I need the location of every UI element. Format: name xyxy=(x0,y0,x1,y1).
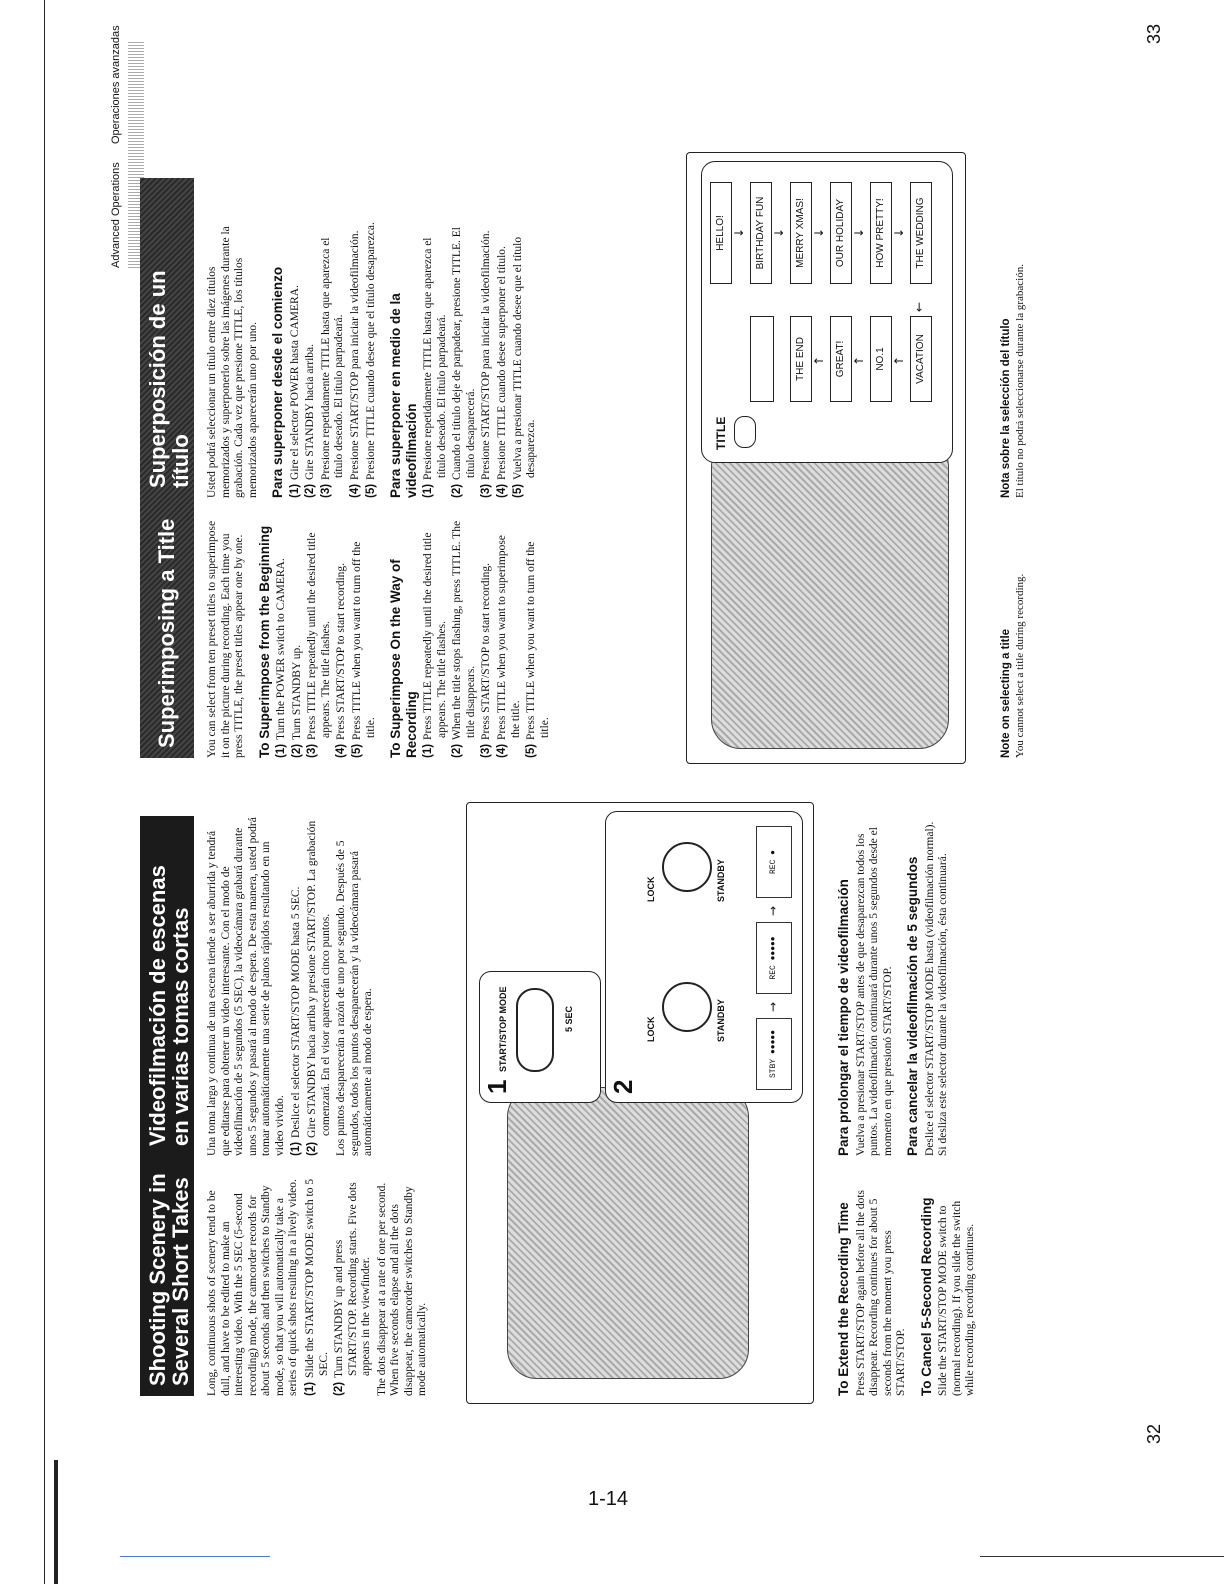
lock-label-2: LOCK xyxy=(646,876,656,902)
step-text: Presione START/STOP para iniciar la videofilmación. xyxy=(480,230,493,480)
step-text: Gire el selector POWER hasta CAMERA. xyxy=(288,285,301,480)
left-es-title-line2: en varias tomas cortas xyxy=(168,907,194,1146)
left-en-column xyxy=(206,1174,433,1396)
right-es-title xyxy=(140,178,194,498)
right-en-intro: You can select from ten preset titles to superimpose it on the picture during recording. Each time you press TITLE, the preset titles appear one by one. xyxy=(206,520,246,758)
right-es-way-step-2 xyxy=(451,218,478,498)
left-en-h-cancel: To Cancel 5-Second Recording xyxy=(918,1197,934,1396)
standby-label-2: STANDBY xyxy=(716,859,726,902)
arrow-down-icon: ↓ xyxy=(892,227,906,238)
switch-position-label: 5 SEC xyxy=(564,1005,574,1032)
step-number: (2) xyxy=(451,483,464,498)
left-es-h-cancel: Para cancelar la videofilmación de 5 segundos xyxy=(905,856,921,1156)
left-es-step-1 xyxy=(290,816,304,1156)
title-box-the-end: THE END xyxy=(790,316,812,402)
right-en-h-begin: To Superimpose from the Beginning xyxy=(256,525,272,758)
left-page-number: 32 xyxy=(1144,1423,1164,1444)
left-es-p-cancel: Deslice el selector START/STOP MODE hasta (videofilmación normal). Si desliza este selector durante la videofilmación, ésta continuará. xyxy=(923,821,950,1156)
right-es-h-way: Para superponer en medio de la videofilmación xyxy=(388,293,419,498)
step-text: Gire STANDBY hacia arriba y presione START/STOP. La grabación comenzará. En el visor aparecerán cinco puntos. xyxy=(305,820,332,1138)
right-es-intro: Usted podrá seleccionar un título entre diez títulos memorizados y superponerlo sobre las imágenes durante la grabación. Cada vez que presione TITLE, los títulos memorizados aparecerán uno por uno. xyxy=(206,226,259,498)
step-number: (3) xyxy=(319,483,332,498)
right-en-note xyxy=(1000,518,1027,758)
title-box-hello: HELLO! xyxy=(710,182,732,284)
arrow-left-icon: ← xyxy=(912,301,926,312)
left-es-p-extend: Vuelva a presionar START/STOP antes de que desaparezcan todos los puntos. La videofilmación continuará durante unos 5 segundos desde el momento en que presionó START/STOP. xyxy=(854,827,894,1156)
step-text: Turn STANDBY up and press START/STOP. Recording starts. Five dots appears in the viewfinder. xyxy=(333,1182,373,1378)
right-en-way-step-3 xyxy=(480,520,494,758)
left-en-title-line1: Shooting Scenery in xyxy=(145,1173,170,1386)
title-box-holiday: OUR HOLIDAY xyxy=(830,182,852,284)
left-en-title xyxy=(140,1156,194,1396)
step-number: (3) xyxy=(480,743,493,758)
left-en-intro: Long, continuous shots of scenery tend to be dull, and have to be edited to make an interesting video. With the 5 SEC (5-second recording) mode, the camcorder records for about 5 seconds and then switches to Standby mode, so that you will automatically take a series of quick shots resulting in a lively video. xyxy=(206,1179,300,1396)
right-es-way-step-1 xyxy=(422,218,449,498)
arrow-right-icon: → xyxy=(766,1001,780,1012)
title-box-xmas: MERRY XMAS! xyxy=(790,182,812,284)
step-number: (2) xyxy=(290,743,303,758)
step-text: Presione TITLE cuando desee superponer el título. xyxy=(495,246,508,480)
step-number: (3) xyxy=(306,743,319,758)
step-number: (1) xyxy=(290,1141,303,1156)
left-es-column xyxy=(206,816,379,1156)
camcorder-illustration xyxy=(507,1087,749,1379)
title-box-vacation: VACATION xyxy=(910,316,932,402)
right-en-way-step-1 xyxy=(422,520,449,758)
left-en-step-1 xyxy=(304,1174,331,1396)
arrow-down-icon: ↓ xyxy=(852,227,866,238)
right-es-note-heading: Nota sobre la selección del título xyxy=(1000,318,1012,498)
title-box-wedding: THE WEDDING xyxy=(910,182,932,284)
left-es-title xyxy=(140,816,194,1156)
right-en-note-text: You cannot select a title during recording. xyxy=(1013,573,1026,758)
step-text: Press TITLE repeatedly until the desired title appears. The title flashes. xyxy=(306,532,332,740)
switch-label: START/STOP MODE xyxy=(498,986,508,1072)
title-sequence-panel xyxy=(701,161,953,463)
title-box-great: GREAT! xyxy=(830,316,852,402)
right-es-begin-step-1 xyxy=(289,218,303,498)
page-id: 1-14 xyxy=(588,1488,629,1510)
right-en-begin-step-1 xyxy=(275,520,289,758)
step-number: (4) xyxy=(495,483,508,498)
left-es-tips xyxy=(826,816,954,1156)
step-number: (5) xyxy=(351,743,364,758)
step-1-number: 1 xyxy=(482,1079,512,1094)
right-en-column xyxy=(206,520,554,758)
right-es-way-step-5 xyxy=(512,218,539,498)
right-en-steps-way xyxy=(422,520,552,758)
step-number: (4) xyxy=(349,483,362,498)
step-text: Press TITLE when you want to turn off the title. xyxy=(525,541,551,740)
step-number: (5) xyxy=(525,743,538,758)
step-text: Press TITLE when you want to turn off the title. xyxy=(351,541,377,740)
right-en-way-step-5 xyxy=(525,520,552,758)
left-figure xyxy=(466,802,814,1404)
step-number: (1) xyxy=(422,743,435,758)
step-text: Press TITLE repeatedly until the desired title appears. The title flashes. xyxy=(422,532,448,740)
lock-label: LOCK xyxy=(646,1016,656,1042)
right-en-begin-step-3 xyxy=(306,520,333,758)
right-en-note-heading: Note on selecting a title xyxy=(1000,628,1012,758)
step-number: (3) xyxy=(480,483,493,498)
step-number: (2) xyxy=(304,483,317,498)
step-text: Presione TITLE cuando desee que el título desaparezca. xyxy=(364,222,377,480)
step-number: (1) xyxy=(422,483,435,498)
right-en-h-way: To Superimpose On the Way of Recording xyxy=(388,559,419,758)
section-en: Advanced Operations xyxy=(110,162,122,268)
viewfinder-rec-dots: REC ●●●●● xyxy=(756,922,792,994)
arrow-up-icon: ↑ xyxy=(812,355,826,366)
arrow-down-icon: ↓ xyxy=(772,227,786,238)
right-es-begin-step-2 xyxy=(304,218,318,498)
viewfinder-standby: STBY ●●●●● xyxy=(756,1018,792,1090)
right-es-note-text: El título no podrá seleccionarse durante la grabación. xyxy=(1013,264,1026,498)
right-es-title-line2: título xyxy=(168,434,194,488)
right-es-begin-step-4 xyxy=(349,218,363,498)
right-es-column xyxy=(206,218,541,498)
right-es-way-step-4 xyxy=(496,218,510,498)
step-number: (5) xyxy=(511,483,524,498)
right-es-way-step-3 xyxy=(480,218,494,498)
right-es-steps-way xyxy=(422,218,539,498)
step-number: (4) xyxy=(495,743,508,758)
arrow-down-icon: ↓ xyxy=(812,227,826,238)
left-es-after: Los puntos desaparecerán a razón de uno por segundo. Después de 5 segundos, todos los puntos desaparecerán y la videocámara pasará automáticamente al modo de espera. xyxy=(335,840,375,1156)
step-text: Vuelva a presionar TITLE cuando desee que el título desaparezca. xyxy=(511,236,538,480)
right-es-note xyxy=(1000,218,1027,498)
step-1-panel xyxy=(479,971,601,1103)
left-en-p-cancel: Slide the START/STOP MODE switch to (normal recording). If you slide the switch while recording, recording continues. xyxy=(937,1200,977,1396)
step-number: (2) xyxy=(451,743,464,758)
arrow-up-icon: ↑ xyxy=(852,355,866,366)
step-text: Press START/STOP to start recording. xyxy=(480,562,493,740)
step-text: When the title stops flashing, press TITLE. The title disappears. xyxy=(451,520,477,740)
right-en-way-step-2 xyxy=(451,520,478,758)
right-es-begin-step-5 xyxy=(365,218,379,498)
title-button-label: TITLE xyxy=(714,416,728,450)
left-en-title-line2: Several Short Takes xyxy=(168,1177,194,1386)
left-en-h-extend: To Extend the Recording Time xyxy=(836,1202,851,1396)
left-en-step-2 xyxy=(333,1174,374,1396)
left-es-step-2 xyxy=(306,816,333,1156)
step-2-number: 2 xyxy=(608,1079,638,1094)
right-en-steps-begin xyxy=(275,520,378,758)
step-number: (1) xyxy=(275,743,288,758)
step-text: Turn the POWER switch to CAMERA. xyxy=(275,558,288,740)
right-page-number: 33 xyxy=(1144,23,1164,44)
standby-dial-2 xyxy=(662,842,712,892)
title-box-birthday: BIRTHDAY FUN xyxy=(750,182,772,284)
right-es-h-begin: Para superponer desde el comienzo xyxy=(270,266,286,498)
step-text: Presione START/STOP para iniciar la videofilmación. xyxy=(349,230,362,480)
title-button-icon xyxy=(734,416,756,448)
standby-dial xyxy=(662,982,712,1032)
arrow-right-icon: → xyxy=(766,905,780,916)
left-en-tips xyxy=(826,1174,981,1396)
left-es-steps xyxy=(290,816,333,1156)
title-box-pretty: HOW PRETTY! xyxy=(870,182,892,284)
viewfinder-rec: REC ● xyxy=(756,826,792,898)
right-en-begin-step-4 xyxy=(335,520,349,758)
left-en-p-extend: Press START/STOP again before all the dots disappear. Recording continues for about 5 seconds from the moment you press START/STOP. xyxy=(854,1189,908,1396)
step-number: (4) xyxy=(335,743,348,758)
left-en-after: The dots disappear at a rate of one per second. When five seconds elapse and all the dots disappear, the camcorder switches to Standby mode automatically. xyxy=(375,1182,429,1396)
camcorder-illustration-2 xyxy=(711,437,949,749)
step-number: (2) xyxy=(333,1381,346,1396)
blank-title-box xyxy=(750,316,774,402)
step-text: Deslice el selector START/STOP MODE hasta 5 SEC. xyxy=(290,886,303,1138)
step-number: (1) xyxy=(303,1381,316,1396)
title-box-no1: NO.1 xyxy=(870,316,892,402)
step-number: (2) xyxy=(305,1141,318,1156)
step-2-panel xyxy=(605,811,803,1103)
right-es-begin-step-3 xyxy=(320,218,347,498)
step-text: Gire STANDBY hacia arriba. xyxy=(304,343,317,480)
step-text: Presione repetidamente TITLE hasta que aparezca el título deseado. El título parpadeará. xyxy=(319,237,346,480)
left-en-steps xyxy=(304,1174,374,1396)
left-es-intro: Una toma larga y continua de una escena tiende a ser aburrida y tendrá que editarse para obtener un video interesante. Con el modo de videofilmación de 5 segundos (5 SEC), la videocámara grabará durante unos 5 segundos y pasará al modo de espera. De esta manera, usted podrá tomar automáticamente una serie de planos rápidos resultando en un video vivido. xyxy=(206,817,286,1156)
arrow-up-icon: ↑ xyxy=(892,355,906,366)
step-text: Press TITLE when you want to superimpose the title. xyxy=(495,535,522,740)
step-text: Cuando el título deje de parpadear, presione TITLE. El título desaparecerá. xyxy=(451,227,477,480)
standby-label: STANDBY xyxy=(716,999,726,1042)
left-es-h-extend: Para prolongar el tiempo de videofilmación xyxy=(836,879,851,1156)
right-es-steps-begin xyxy=(289,218,378,498)
arrow-down-icon: ↓ xyxy=(732,227,746,238)
mode-switch xyxy=(516,988,554,1072)
right-figure xyxy=(686,152,966,764)
step-text: Presione repetidamente TITLE hasta que aparezca el título deseado. El título parpadeará. xyxy=(422,237,448,480)
right-en-begin-step-2 xyxy=(291,520,305,758)
step-number: (1) xyxy=(288,483,301,498)
right-en-begin-step-5 xyxy=(351,520,378,758)
right-es-title-line1: Superposición de un xyxy=(145,270,170,488)
right-en-title: Superimposing a Title xyxy=(140,498,194,758)
step-text: Slide the START/STOP MODE switch to 5 SEC. xyxy=(303,1178,330,1378)
left-es-title-line1: Videofilmación de escenas xyxy=(145,865,170,1146)
step-number: (5) xyxy=(364,483,377,498)
section-es: Operaciones avanzadas xyxy=(110,25,122,144)
right-en-way-step-4 xyxy=(496,520,523,758)
step-text: Turn STANDBY up. xyxy=(290,644,303,740)
step-text: Press START/STOP to start recording. xyxy=(335,562,348,740)
